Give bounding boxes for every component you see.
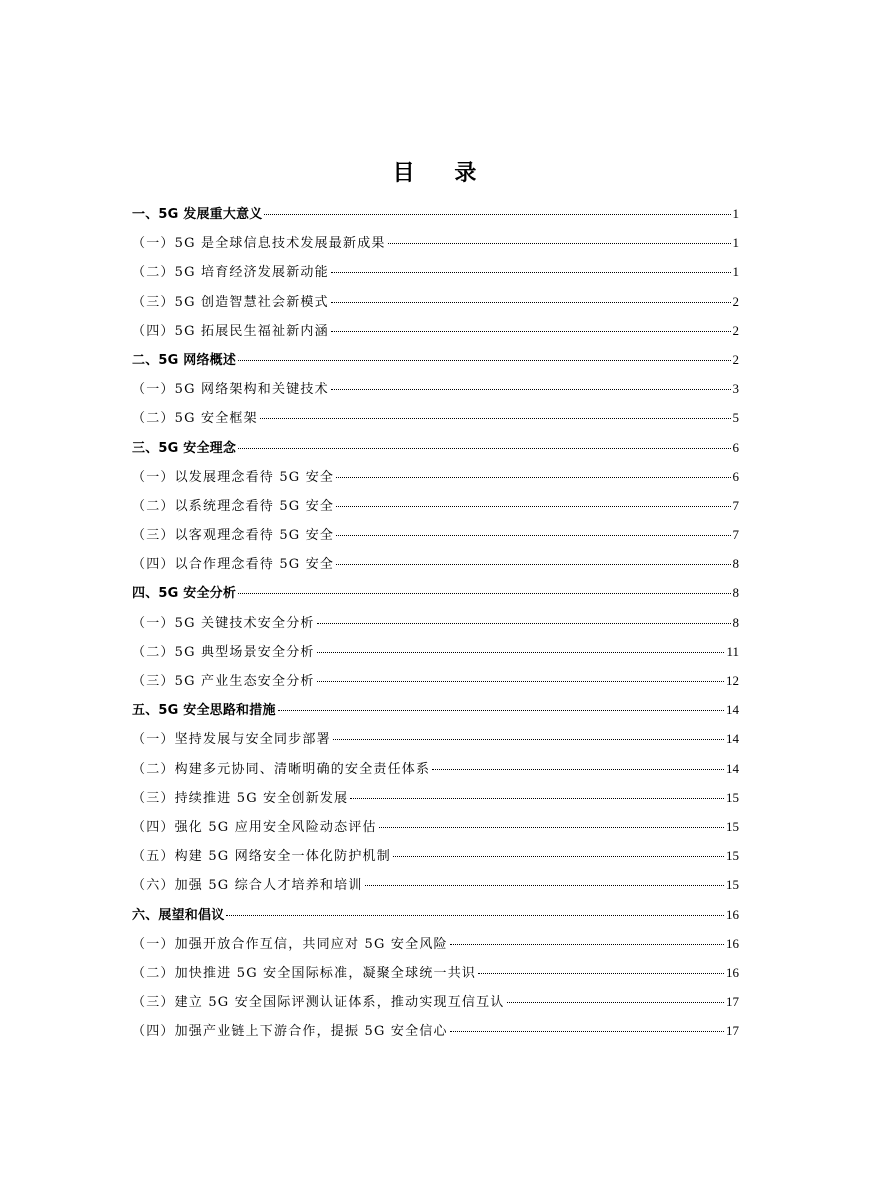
toc-page-number: 16: [726, 964, 739, 980]
toc-section-entry[interactable]: [132, 958, 739, 987]
toc-chapter-entry[interactable]: [132, 695, 739, 724]
toc-page-number: 16: [726, 935, 739, 951]
toc-page-number: 6: [732, 439, 739, 455]
toc-entry-title: （一）5G 网络架构和关键技术: [132, 382, 329, 398]
toc-page-number: 7: [732, 497, 739, 513]
dot-leader: [450, 944, 724, 945]
toc-section-entry[interactable]: [132, 520, 739, 549]
toc-section-entry[interactable]: [132, 929, 739, 958]
toc-page-number: 15: [726, 848, 739, 864]
dot-leader: [317, 623, 731, 624]
table-of-contents: [132, 199, 739, 1045]
toc-entry-title: 五、5G 安全思路和措施: [132, 703, 276, 719]
dot-leader: [507, 1002, 724, 1003]
toc-section-entry[interactable]: [132, 491, 739, 520]
toc-page-number: 2: [732, 351, 739, 367]
page-title: 目 录: [392, 161, 493, 186]
toc-page-number: 2: [732, 293, 739, 309]
toc-entry-title: （四）以合作理念看待 5G 安全: [132, 557, 335, 573]
dot-leader: [336, 477, 730, 478]
toc-page-number: 15: [726, 818, 739, 834]
toc-entry-title: （一）5G 是全球信息技术发展最新成果: [132, 236, 386, 252]
dot-leader: [336, 506, 730, 507]
dot-leader: [226, 915, 724, 916]
dot-leader: [238, 593, 730, 594]
toc-entry-title: （三）持续推进 5G 安全创新发展: [132, 790, 349, 806]
dot-leader: [333, 739, 724, 740]
toc-entry-title: （二）5G 典型场景安全分析: [132, 644, 315, 660]
dot-leader: [336, 564, 730, 565]
toc-section-entry[interactable]: [132, 257, 739, 286]
dot-leader: [331, 272, 731, 273]
toc-chapter-entry[interactable]: [132, 345, 739, 374]
toc-section-entry[interactable]: [132, 783, 739, 812]
toc-entry-title: （二）以系统理念看待 5G 安全: [132, 498, 335, 514]
toc-page-number: 15: [726, 789, 739, 805]
dot-leader: [388, 243, 731, 244]
toc-entry-title: （五）构建 5G 网络安全一体化防护机制: [132, 849, 391, 865]
toc-page-number: 8: [732, 556, 739, 572]
toc-entry-title: 四、5G 安全分析: [132, 586, 237, 602]
toc-section-entry[interactable]: [132, 228, 739, 257]
toc-entry-title: （六）加强 5G 综合人才培养和培训: [132, 878, 363, 894]
toc-entry-title: （二）5G 培育经济发展新动能: [132, 265, 329, 281]
toc-entry-title: 六、展望和倡议: [132, 907, 225, 923]
toc-entry-title: （四）加强产业链上下游合作，提振 5G 安全信心: [132, 1024, 448, 1040]
toc-chapter-entry[interactable]: [132, 900, 739, 929]
toc-page-number: 12: [726, 673, 739, 688]
toc-section-entry[interactable]: [132, 1016, 739, 1045]
dot-leader: [331, 331, 731, 332]
toc-page-number: 15: [726, 877, 739, 893]
toc-section-entry[interactable]: [132, 841, 739, 870]
toc-entry-title: （四）强化 5G 应用安全风险动态评估: [132, 819, 377, 835]
toc-page-number: 14: [726, 760, 739, 776]
toc-chapter-entry[interactable]: [132, 199, 739, 228]
toc-page-number: 1: [732, 264, 739, 280]
toc-entry-title: （四）5G 拓展民生福祉新内涵: [132, 323, 329, 339]
toc-section-entry[interactable]: [132, 666, 739, 695]
toc-section-entry[interactable]: [132, 608, 739, 637]
dot-leader: [331, 302, 731, 303]
toc-entry-title: 一、5G 发展重大意义: [132, 207, 263, 222]
toc-entry-title: （二）5G 安全框架: [132, 411, 258, 427]
dot-leader: [432, 769, 724, 770]
dot-leader: [478, 973, 724, 974]
toc-entry-title: 三、5G 安全理念: [132, 440, 237, 456]
toc-entry-title: （一）以发展理念看待 5G 安全: [132, 469, 335, 485]
toc-entry-title: （三）5G 创造智慧社会新模式: [132, 294, 329, 310]
dot-leader: [260, 418, 731, 419]
toc-section-entry[interactable]: [132, 462, 739, 491]
dot-leader: [238, 360, 730, 361]
dot-leader: [264, 214, 730, 215]
toc-chapter-entry[interactable]: [132, 578, 739, 607]
toc-entry-title: 二、5G 网络概述: [132, 352, 237, 368]
toc-section-entry[interactable]: [132, 724, 739, 753]
toc-entry-title: （三）建立 5G 安全国际评测认证体系，推动实现互信互认: [132, 995, 505, 1011]
toc-section-entry[interactable]: [132, 549, 739, 578]
dot-leader: [450, 1031, 724, 1032]
toc-entry-title: （一）加强开放合作互信，共同应对 5G 安全风险: [132, 936, 448, 952]
toc-page-number: 1: [732, 235, 739, 251]
toc-page-number: 14: [726, 702, 739, 718]
toc-section-entry[interactable]: [132, 812, 739, 841]
toc-chapter-entry[interactable]: [132, 433, 739, 462]
dot-leader: [365, 885, 724, 886]
toc-section-entry[interactable]: [132, 374, 739, 403]
toc-page-number: 17: [726, 1023, 739, 1039]
dot-leader: [317, 681, 724, 682]
dot-leader: [278, 710, 724, 711]
toc-entry-title: （三）5G 产业生态安全分析: [132, 674, 315, 689]
toc-page-number: 8: [732, 614, 739, 630]
toc-section-entry[interactable]: [132, 287, 739, 316]
toc-page-number: 8: [732, 585, 739, 601]
toc-page-number: 7: [732, 527, 739, 543]
dot-leader: [393, 856, 724, 857]
toc-page-number: 6: [732, 468, 739, 484]
toc-page-number: 3: [732, 381, 739, 397]
toc-section-entry[interactable]: [132, 316, 739, 345]
toc-page-number: 5: [732, 410, 739, 426]
toc-entry-title: （三）以客观理念看待 5G 安全: [132, 528, 335, 544]
toc-page-number: 16: [726, 906, 739, 922]
dot-leader: [379, 827, 724, 828]
dot-leader: [317, 652, 725, 653]
toc-entry-title: （二）构建多元协同、清晰明确的安全责任体系: [132, 761, 431, 777]
toc-page-number: 14: [726, 731, 739, 747]
toc-page-number: 11: [726, 643, 739, 659]
toc-section-entry[interactable]: [132, 403, 739, 432]
toc-entry-title: （一）5G 关键技术安全分析: [132, 615, 315, 631]
dot-leader: [336, 535, 730, 536]
dot-leader: [331, 389, 731, 390]
toc-page-number: 2: [732, 322, 739, 338]
dot-leader: [350, 798, 724, 799]
toc-page-number: 17: [726, 994, 739, 1010]
toc-entry-title: （一）坚持发展与安全同步部署: [132, 732, 331, 748]
toc-entry-title: （二）加快推进 5G 安全国际标准，凝聚全球统一共识: [132, 965, 477, 981]
toc-section-entry[interactable]: [132, 754, 739, 783]
dot-leader: [238, 448, 730, 449]
toc-section-entry[interactable]: [132, 870, 739, 899]
toc-section-entry[interactable]: [132, 637, 739, 666]
toc-section-entry[interactable]: [132, 987, 739, 1016]
toc-page-number: 1: [732, 206, 739, 221]
